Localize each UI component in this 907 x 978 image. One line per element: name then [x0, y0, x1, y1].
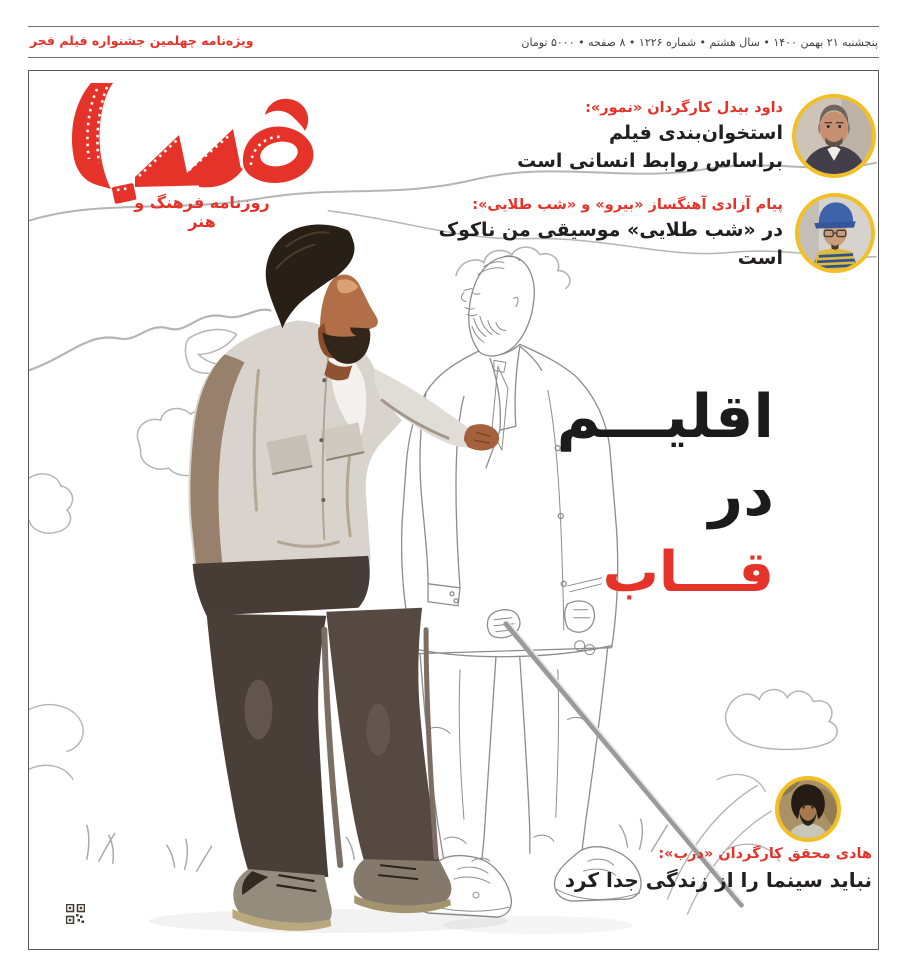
story-1-portrait: [796, 98, 872, 174]
story-2-photo: [795, 193, 875, 273]
story-2: [423, 194, 783, 272]
logo-tagline: روزنامه فرهنگ و هنر: [134, 193, 270, 231]
story-3-portrait: [779, 780, 837, 838]
main-headline-line-3: قـــاب: [602, 540, 774, 605]
story-3-photo: [775, 776, 841, 842]
story-1-kicker: داود بیدل کارگردان «نمور»:: [585, 100, 783, 116]
second-rule: [28, 57, 879, 58]
story-2-title-line-1: در «شب طلایی» موسیقی من ناکوک است: [438, 219, 783, 269]
main-headline: [524, 379, 774, 611]
main-headline-line-1: اقلیـــم: [556, 382, 774, 452]
top-rule: [28, 26, 879, 27]
special-issue-note: ویژه‌نامه چهلمین جشنواره فیلم فجر: [30, 33, 254, 48]
story-3-title-line-1: نباید سینما را از زندگی جدا کرد: [564, 868, 872, 892]
dateline: پنجشنبه ۲۱ بهمن ۱۴۰۰ • سال هشتم • شماره ۱۲۲۶ • ۸ صفحه • ۵۰۰۰ تومان: [521, 36, 878, 49]
story-1: [453, 97, 783, 175]
story-3: [542, 843, 872, 895]
story-2-portrait: [799, 197, 871, 269]
story-1-title-line-1: استخوان‌بندی فیلم: [608, 122, 783, 144]
story-2-kicker: پیام آزادی آهنگساز «بیرو» و «شب طلایی»:: [472, 197, 783, 213]
cover-frame: [28, 70, 879, 950]
main-headline-line-2: در: [708, 460, 774, 530]
story-3-kicker: هادی محقق کارگردان «درب»:: [658, 846, 872, 862]
ground-shadow-2: [443, 916, 633, 934]
qr-code-stamp: [66, 904, 85, 924]
story-1-photo: [792, 94, 876, 178]
story-1-title-line-2: براساس روابط انسانی است: [517, 150, 783, 172]
